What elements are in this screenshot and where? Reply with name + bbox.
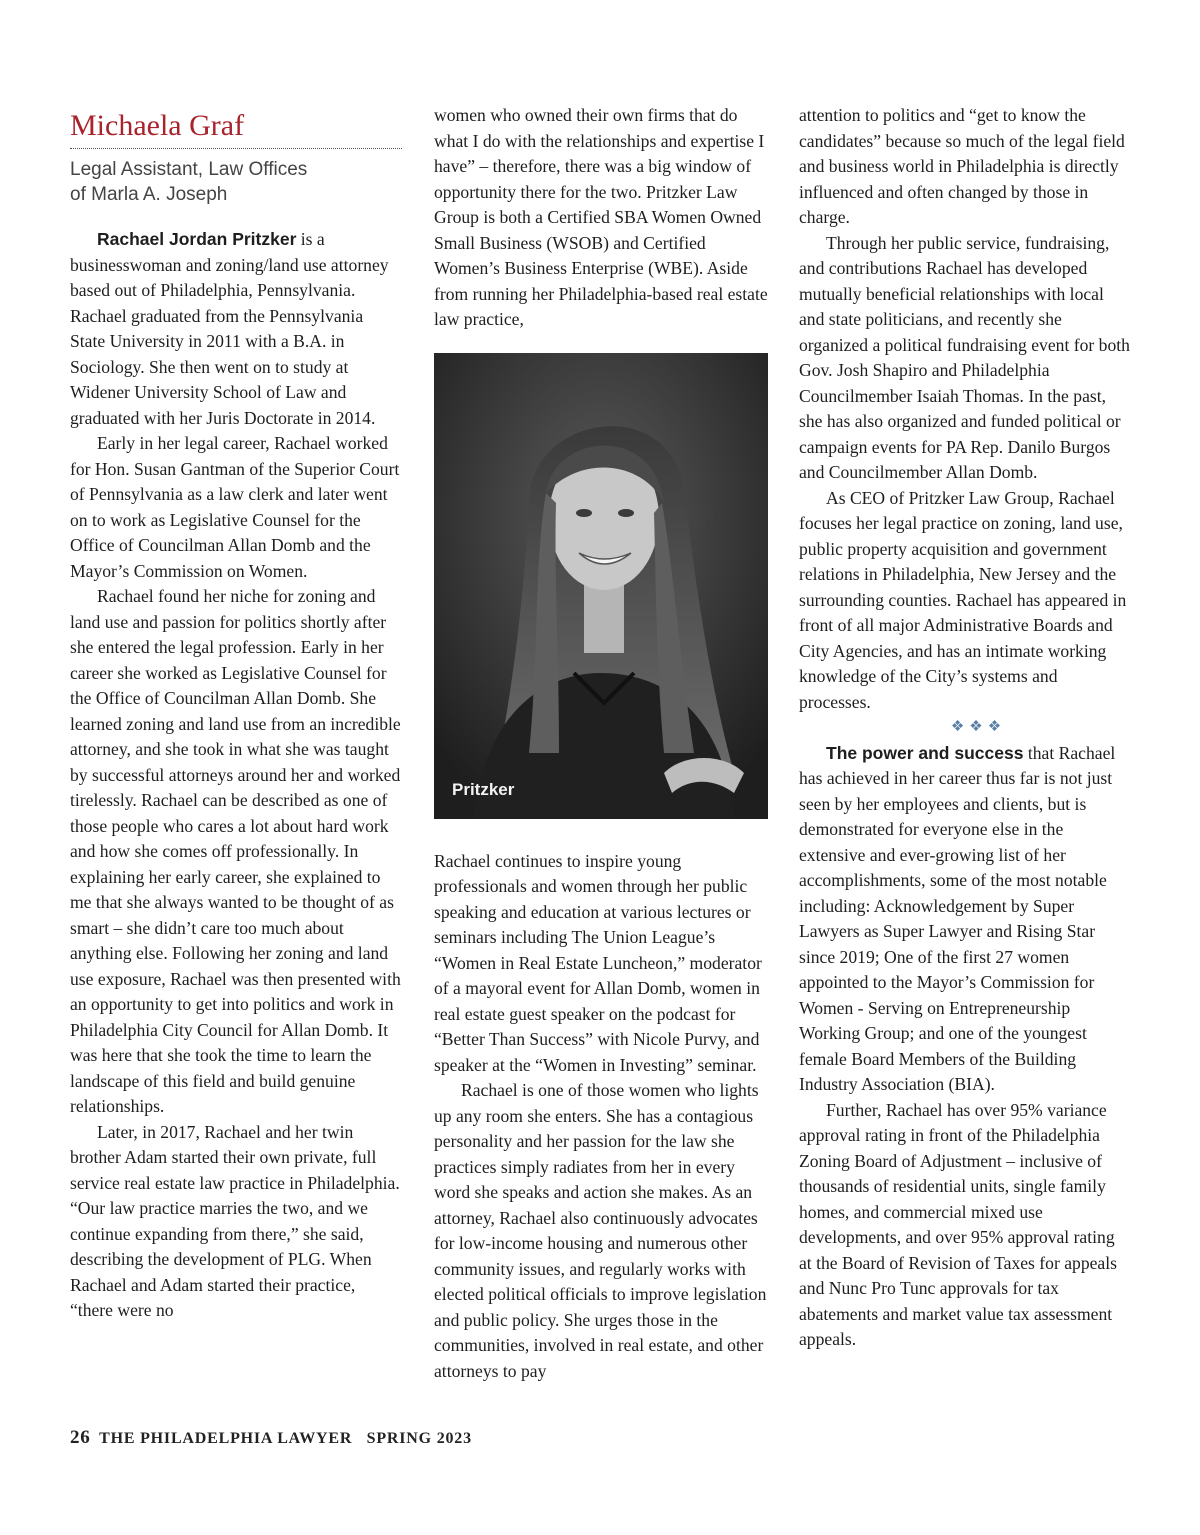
portrait-photo — [434, 353, 768, 819]
paragraph-2: Early in her legal career, Rachael worked for Hon. Susan Gantman of the Superior Court of Pennsylvania as a law clerk and later went on to work as Legislative Counsel for the Office of Councilman Allan Domb and the Mayor’s Commission on Women. — [70, 433, 400, 581]
lead-in-phrase: The power and success — [826, 742, 1024, 763]
photo-caption: Pritzker — [452, 780, 515, 799]
author-name: Michaela Graf — [70, 109, 402, 149]
lead-in-name: Rachael Jordan Pritzker — [97, 229, 297, 249]
paragraph-9 — [799, 741, 1131, 1098]
paragraph-6: Rachael is one of those women who lights up any room she enters. She has a contagious personality and her passion for the law she practices simply radiates from her in every word she speaks and action she makes. As an attorney, Rachael also continuously advocates for low-income housing and numerous other community issues, and regularly works with elected political officials to improve legislation and public policy. She urges those in the communities, involved in real estate, and other attorneys to pay — [434, 1080, 767, 1381]
paragraph-10: Further, Rachael has over 95% variance approval rating in front of the Philadelphia Zoning Board of Adjustment – inclusive of thousands of residential units, single family homes, and commercial mixed use developments, and over 95% approval rating at the Board of Revision of Taxes for appeals and Nunc Pro Tunc approvals for tax abatements and market value tax assessment appeals. — [799, 1099, 1117, 1349]
paragraph-4-continued: women who owned their own firms that do what I do with the relationships and expertise I have” – therefore, there was a big window of opportunity there for the two. Pritzker Law Group is both a Certified SBA Women Owned Small Business (WSOB) and Certified Women’s Business Enterprise (WBE). Aside from running her Philadelphia-based real estate law practice, — [434, 105, 768, 329]
page-footer — [70, 1427, 472, 1449]
paragraph-6-continued: attention to politics and “get to know the candidates” because so much of the legal field and business world in Philadelphia is directly influenced and often changed by those in charge. — [799, 105, 1125, 227]
portrait-illustration — [434, 353, 768, 819]
paragraph-1-text: is a businesswoman and zoning/land use attorney based out of Philadelphia, Pennsylvania. Rachael graduated from the Pennsylvania State University in 2011 with a B.A. in Sociology. She then went on to study at Widener University School of Law and graduated with her Juris Doctorate in 2014. — [70, 229, 389, 428]
byline-line-2: of Marla A. Joseph — [70, 184, 228, 205]
article-column-3 — [799, 103, 1131, 1353]
paragraph-3: Rachael found her niche for zoning and land use and passion for politics shortly after she entered the legal profession. Early in her career she worked as Legislative Counsel for the Office of Councilman Allan Domb. She learned zoning and land use from an incredible attorney, and she took in what she was taught by successful attorneys around her and worked tirelessly. Rachael can be described as one of those people who cares a lot about hard work and how she comes off professionally. In explaining her early career, she explained to me that she always wanted to be thought of as smart – she didn’t care too much about anything else. Following her zoning and land use exposure, Rachael was then presented with an opportunity to get into politics and work in Philadelphia City Council for Allan Domb. It was here that she took the time to learn the landscape of this field and build genuine relationships. — [70, 586, 401, 1116]
author-byline — [70, 157, 402, 207]
article-column-1 — [70, 103, 402, 1324]
paragraph-5: Rachael continues to inspire young professionals and women through her public speaking and education at various lectures or seminars including The Union League’s “Women in Real Estate Luncheon,” moderator of a mayoral event for Allan Domb, women in real estate guest speaker on the podcast for “Better Than Success” with Nicole Purvy, and speaker at the “Women in Investing” seminar. — [434, 850, 762, 1075]
paragraph-8: As CEO of Pritzker Law Group, Rachael focuses her legal practice on zoning, land use, public property acquisition and government relations in Philadelphia, New Jersey and the surrounding counties. Rachael has appeared in front of all major Administrative Boards and City Agencies, and has an intimate working knowledge of the City’s systems and processes. — [799, 487, 1127, 712]
issue-date: SPRING 2023 — [366, 1430, 472, 1447]
paragraph-4: Later, in 2017, Rachael and her twin brother Adam started their own private, full service real estate law practice in Philadelphia. “Our law practice marries the two, and we continue expanding from there,” she said, describing the development of PLG. When Rachael and Adam started their practice, “there were no — [70, 1121, 400, 1320]
paragraph-1 — [70, 227, 402, 431]
page-number: 26 — [70, 1427, 91, 1448]
article-column-2 — [434, 103, 768, 1384]
paragraph-9-text: that Rachael has achieved in her career thus far is not just seen by her employees and clients, but is demonstrated for everyone else in the extensive and ever-growing list of her accomplishments, some of the most notable including: Acknowledgement by Super Lawyers as Super Lawyer and Rising Star since 2019; One of the first 27 women appointed to the Mayor’s Commission for Women - Serving on Entrepreneurship Working Group; and one of the youngest female Board Members of the Building Industry Association (BIA). — [799, 742, 1116, 1094]
publication-name: THE PHILADELPHIA LAWYER — [99, 1430, 353, 1447]
section-divider-ornament: ❖❖❖ — [950, 719, 1007, 735]
paragraph-7: Through her public service, fundraising, and contributions Rachael has developed mutually beneficial relationships with local and state politicians, and recently she organized a political fundraising event for both Gov. Josh Shapiro and Philadelphia Councilmember Isaiah Thomas. In the past, she has also organized and funded political or campaign events for PA Rep. Danilo Burgos and Councilmember Allan Domb. — [799, 232, 1130, 482]
byline-line-1: Legal Assistant, Law Offices — [70, 159, 308, 180]
